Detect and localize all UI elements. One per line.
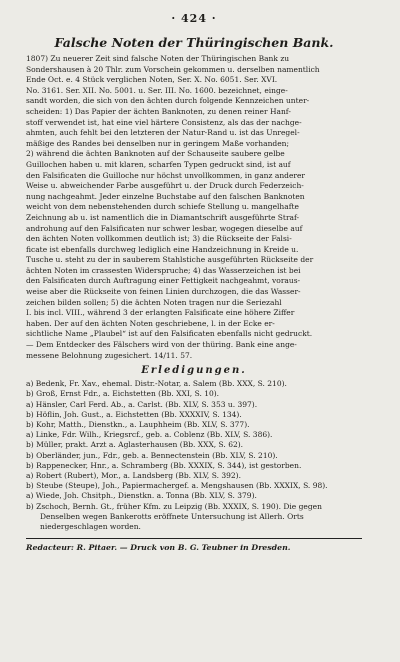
article-line: Tusche u. steht zu der in sauberem Stahlstiche ausgeführten Rückseite der: [26, 255, 314, 265]
list-item: b) Kohr, Matth., Dienstkn., a. Lauphheim (Bb. XLV, S. 377).: [26, 420, 250, 430]
list-item: a) Robert (Rubert), Mor., a. Landsberg (Bb. XLV, S. 392).: [26, 471, 241, 481]
article-line: Guillochen haben u. mit klaren, scharfen Typen gedruckt sind, ist auf: [26, 159, 291, 169]
footer-divider: [26, 538, 362, 539]
page-number: · 424 ·: [171, 12, 217, 25]
article-line: Weise u. abweichender Farbe ausgeführt u. der Druck durch Federzeich-: [26, 181, 304, 191]
article-line: mäßige des Randes bei denselben nur in geringem Maße vorhanden;: [26, 138, 289, 148]
list-item: a) Linke, Fdr. Wilh., Kriegsrcf., geb. a. Coblenz (Bb. XLV, S. 386).: [26, 430, 273, 440]
article-body: [26, 54, 362, 361]
article-line: haben. Der auf den ächten Noten geschriebene, l. in der Ecke er-: [26, 318, 275, 328]
article-line: den ächten Noten vollkommen deutlich ist; 3) die Rückseite der Falsi-: [26, 234, 292, 244]
article-line: den Falsificaten die Guilloche nur höchst unvollkommen, in ganz anderer: [26, 170, 306, 180]
article-line: stoff verwendet ist, hat eine viel härtere Consistenz, als das der nachge-: [26, 117, 302, 127]
entries-list: [26, 379, 362, 532]
article-line: No. 3161. Ser. XII. No. 5001. u. Ser. III. No. 1600. bezeichnet, einge-: [26, 85, 288, 95]
list-item: a) Hänsler, Carl Ferd. Ab., a. Carlst. (Bb. XLV, S. 353 u. 397).: [26, 399, 258, 409]
article-line: den Falsificaten durch Auftragung einer Fettigkeit nachgeahmt, voraus-: [26, 276, 301, 286]
article-line: nung nachgeahmt. Jeder einzelne Buchstabe auf den falschen Banknoten: [26, 191, 305, 201]
article-line: androhung auf den Falsificaten nur schwer lesbar, wogegen dieselbe auf: [26, 223, 303, 233]
article-line: sandt worden, die sich von den ächten durch folgende Kennzeichen unter-: [26, 96, 310, 106]
list-item: b) Groß, Ernst Fdr., a. Eichstetten (Bb. XXI, S. 10).: [26, 389, 220, 399]
article-line: zeichen bilden sollen; 5) die ächten Noten tragen nur die Seriezahl: [26, 297, 282, 307]
article-line: I. bis incl. VIII., während 3 der erlangten Falsificate eine höhere Ziffer: [26, 308, 295, 318]
article-line: Ende Oct. e. 4 Stück verglichen Noten, Ser. X. No. 6051. Ser. XVI.: [26, 75, 278, 85]
article-line: 1807) Zu neuerer Zeit sind falsche Noten der Thüringischen Bank zu: [26, 54, 290, 63]
list-item: a) Wiede, Joh. Chsitph., Dienstkn. a. Tonna (Bb. XLV, S. 379).: [26, 491, 257, 501]
list-item: b) Zschoch, Bernh. Gt., früher Kfm. zu Leipzig (Bb. XXXIX, S. 190). Die gegen Denselben wegen Bankerotts eröffnete Untersuchung ist Allerh. Orts niedergeschlagen worden.: [26, 501, 322, 532]
article-title: Falsche Noten der Thüringischen Bank.: [54, 35, 334, 50]
footer-imprint: Redacteur: R. Pitaer. — Druck von B. G. Teubner in Dresden.: [26, 543, 291, 553]
article-line: scheiden: 1) Das Papier der ächten Banknoten, zu denen reiner Hanf-: [26, 106, 291, 116]
article-line: weise aber die Rückseite von feinen Linien durchzogen, die das Wasser-: [26, 287, 301, 297]
article-line: sichtliche Name „Plaubel“ ist auf den Falsificaten ebenfalls nicht gedruckt.: [26, 329, 313, 339]
article-line: — Dem Entdecker des Fälschers wird von der thüring. Bank eine ange-: [26, 340, 297, 350]
article-line: messene Belohnung zugesichert. 14/11. 57.: [26, 350, 193, 360]
list-item: b) Müller, prakt. Arzt a. Aglasterhausen (Bb. XXX, S. 62).: [26, 440, 244, 450]
list-item: b) Oberländer, jun., Fdr., geb. a. Bennectenstein (Bb. XLV, S. 210).: [26, 450, 278, 460]
article-line: 2) während die ächten Banknoten auf der Schauseite saubere gelbe: [26, 149, 285, 159]
article-line: ächten Noten im crassesten Widerspruche; 4) das Wasserzeichen ist bei: [26, 265, 301, 275]
article-line: ahmten, auch fehlt bei den letzteren der Natur-Rand u. ist das Unregel-: [26, 128, 300, 138]
article-line: Zeichnung ab u. ist namentlich die in Diamantschrift ausgeführte Straf-: [26, 212, 300, 222]
list-item: b) Steube (Steupe), Joh., Papiermachergef. a. Mengshausen (Bb. XXXIX, S. 98).: [26, 481, 328, 491]
list-item: b) Höflin, Joh. Gust., a. Eichstetten (Bb. XXXXIV, S. 134).: [26, 409, 242, 419]
article-line: weicht von dem nebenstehenden durch schiefe Stellung u. mangelhafte: [26, 202, 299, 212]
list-item: a) Bedenk, Fr. Xav., ehemal. Distr.-Notar, a. Salem (Bb. XXX, S. 210).: [26, 379, 287, 389]
list-item: b) Rappenecker, Hnr., a. Schramberg (Bb. XXXIX, S. 344), ist gestorben.: [26, 460, 302, 470]
article-line: Sondershausen à 20 Thlr. zum Vorschein gekommen u. derselben namentlich: [26, 64, 320, 74]
section-title: Erledigungen.: [141, 365, 247, 377]
article-line: ficate ist ebenfalls durchweg lediglich eine Handzeichnung in Kreide u.: [26, 244, 299, 254]
